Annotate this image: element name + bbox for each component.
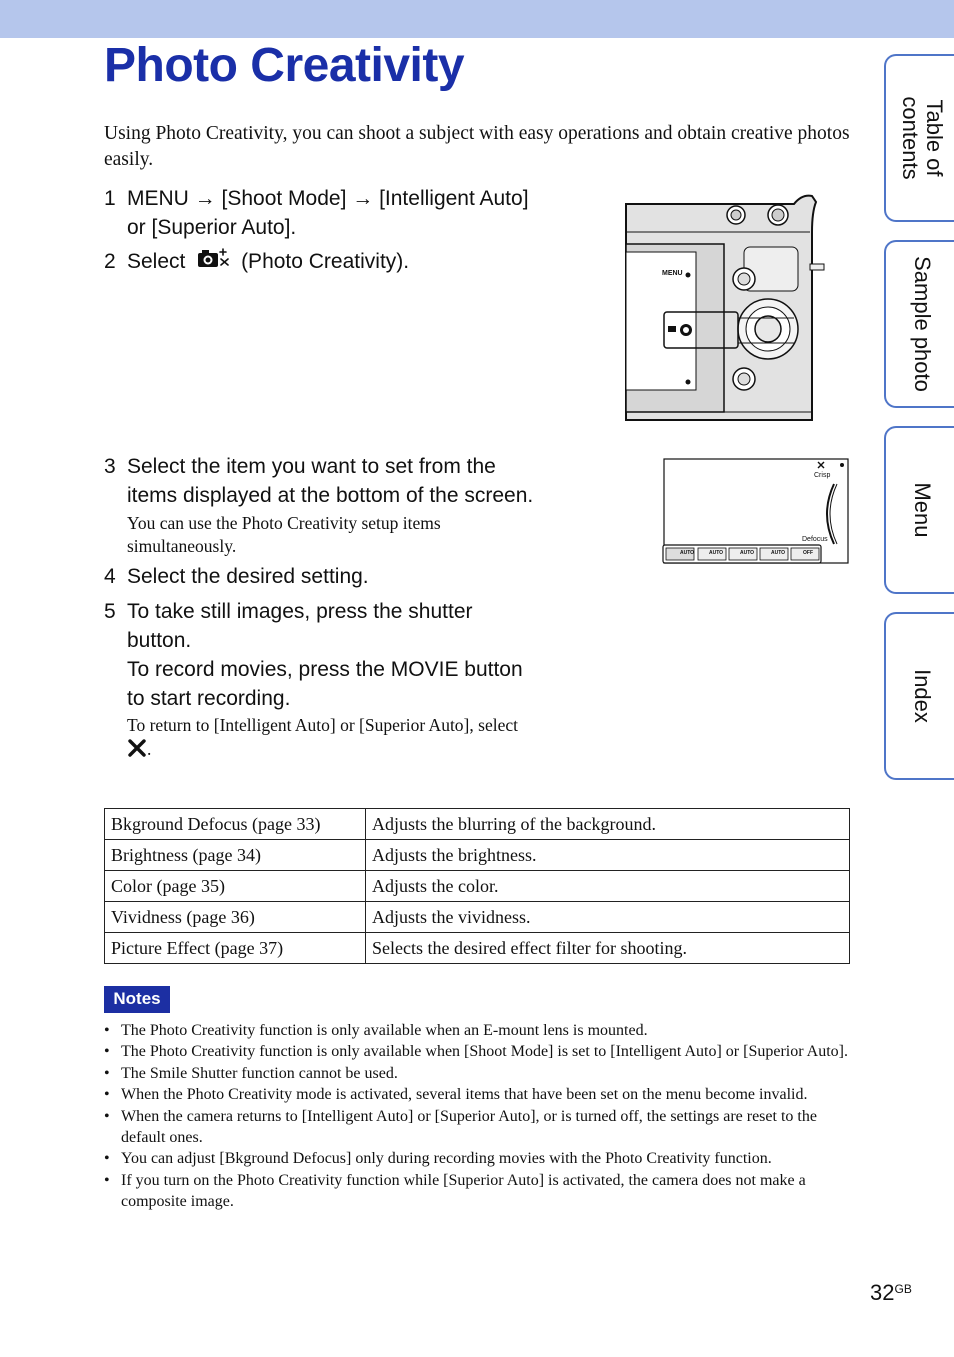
- tab-table-of-contents[interactable]: [884, 54, 954, 222]
- photo-creativity-icon: [197, 247, 229, 277]
- step-line: MENU → [Shoot Mode] → [Intelligent Auto]: [127, 187, 529, 210]
- intro-text: Using Photo Creativity, you can shoot a subject with easy operations and obtain creative photos easily.: [104, 123, 850, 170]
- camera-back-illustration: [624, 192, 828, 424]
- menu-button-label: MENU: [662, 270, 683, 277]
- page-title: Photo Creativity: [104, 39, 465, 92]
- step-5-note: [127, 714, 577, 763]
- step-number: 4: [104, 565, 116, 588]
- notes-list: [104, 1020, 852, 1213]
- feature-item[interactable]: Picture Effect (page 37): [105, 933, 366, 964]
- table-row: [105, 933, 850, 964]
- tab-label: Sample photo: [910, 256, 935, 392]
- header-bar: [0, 0, 954, 38]
- note-text: The Smile Shutter function cannot be used.: [121, 1064, 398, 1082]
- feature-item[interactable]: Color (page 35): [105, 871, 366, 902]
- list-item: • The Smile Shutter function cannot be used.: [104, 1064, 398, 1082]
- tab-label: Index: [910, 669, 935, 723]
- step-number: 3: [104, 455, 116, 478]
- notes-badge: Notes: [104, 986, 170, 1013]
- table-row: [105, 809, 850, 840]
- feature-desc: Adjusts the color.: [366, 871, 850, 902]
- close-x-icon: [127, 739, 147, 763]
- note-text: When the camera returns to [Intelligent Auto] or [Superior Auto], or is turned off, the settings are reset to the default ones.: [121, 1107, 817, 1147]
- page-suffix: GB: [894, 1282, 912, 1296]
- step-line: To take still images, press the shutter: [127, 600, 473, 623]
- step-text: (Photo Creativity).: [241, 250, 410, 273]
- step-line: to start recording.: [127, 687, 291, 710]
- list-item: • When the camera returns to [Intelligent Auto] or [Superior Auto], or is turned off, the settings are reset to the default ones.: [104, 1107, 817, 1147]
- step-line: or [Superior Auto].: [127, 216, 297, 239]
- step-text: Select: [127, 250, 186, 273]
- table-row: [105, 871, 850, 902]
- feature-table: [104, 808, 850, 964]
- step-number: 1: [104, 187, 116, 210]
- note-text: If you turn on the Photo Creativity function while [Superior Auto] is activated, the camera does not make a composite image.: [121, 1171, 806, 1211]
- feature-item[interactable]: Vividness (page 36): [105, 902, 366, 933]
- feature-desc: Adjusts the blurring of the background.: [366, 809, 850, 840]
- table-row: [105, 902, 850, 933]
- note-text: You can adjust [Bkground Defocus] only during recording movies with the Photo Creativity function.: [121, 1150, 772, 1168]
- list-item: • The Photo Creativity function is only available when an E-mount lens is mounted.: [104, 1022, 648, 1039]
- note-text: The Photo Creativity function is only available when an E-mount lens is mounted.: [121, 1022, 648, 1039]
- crisp-label: Crisp: [814, 472, 831, 479]
- feature-item[interactable]: Brightness (page 34): [105, 840, 366, 871]
- note-line: simultaneously.: [127, 536, 237, 556]
- screen-item-4: AUTO: [771, 550, 786, 556]
- feature-desc: Adjusts the brightness.: [366, 840, 850, 871]
- tab-sample-photo[interactable]: [884, 240, 954, 408]
- screen-illustration: [662, 458, 850, 566]
- step-number: 5: [104, 600, 116, 623]
- step-3-note: [127, 512, 441, 558]
- step-line: Select the item you want to set from the: [127, 455, 496, 478]
- defocus-label: Defocus: [802, 536, 828, 543]
- list-item: • The Photo Creativity function is only available when [Shoot Mode] is set to [Intelligent Auto] or [Superior Auto].: [104, 1043, 848, 1061]
- tab-label: Table of contents: [898, 96, 947, 180]
- list-item: • You can adjust [Bkground Defocus] only during recording movies with the Photo Creativity function.: [104, 1150, 772, 1168]
- note-line: .: [127, 738, 577, 763]
- screen-item-5: OFF: [803, 550, 813, 556]
- tab-menu[interactable]: [884, 426, 954, 594]
- note-line: You can use the Photo Creativity setup items: [127, 513, 441, 533]
- list-item: • If you turn on the Photo Creativity function while [Superior Auto] is activated, the camera does not make a composite image.: [104, 1171, 806, 1211]
- note-text: When the Photo Creativity mode is activated, several items that have been set on the menu become invalid.: [121, 1086, 808, 1104]
- step-line: To record movies, press the MOVIE button: [127, 658, 523, 681]
- step-line: Select the desired setting.: [127, 565, 369, 588]
- page-number: $32^{GB}$: [870, 1280, 912, 1305]
- tab-label: Menu: [910, 482, 935, 538]
- feature-desc: Selects the desired effect filter for shooting.: [366, 933, 850, 964]
- step-number: 2: [104, 250, 116, 273]
- list-item: • When the Photo Creativity mode is activated, several items that have been set on the menu become invalid.: [104, 1086, 808, 1104]
- step-line: items displayed at the bottom of the screen.: [127, 484, 534, 507]
- note-text: The Photo Creativity function is only available when [Shoot Mode] is set to [Intelligent Auto] or [Superior Auto].: [121, 1043, 848, 1061]
- screen-item-1: AUTO: [680, 550, 695, 556]
- feature-item[interactable]: Bkground Defocus (page 33): [105, 809, 366, 840]
- screen-item-2: AUTO: [709, 550, 724, 556]
- note-line: To return to [Intelligent Auto] or [Superior Auto], select: [127, 715, 518, 735]
- feature-desc: Adjusts the vividness.: [366, 902, 850, 933]
- table-row: [105, 840, 850, 871]
- screen-item-3: AUTO: [740, 550, 755, 556]
- tab-index[interactable]: [884, 612, 954, 780]
- step-line: button.: [127, 629, 192, 652]
